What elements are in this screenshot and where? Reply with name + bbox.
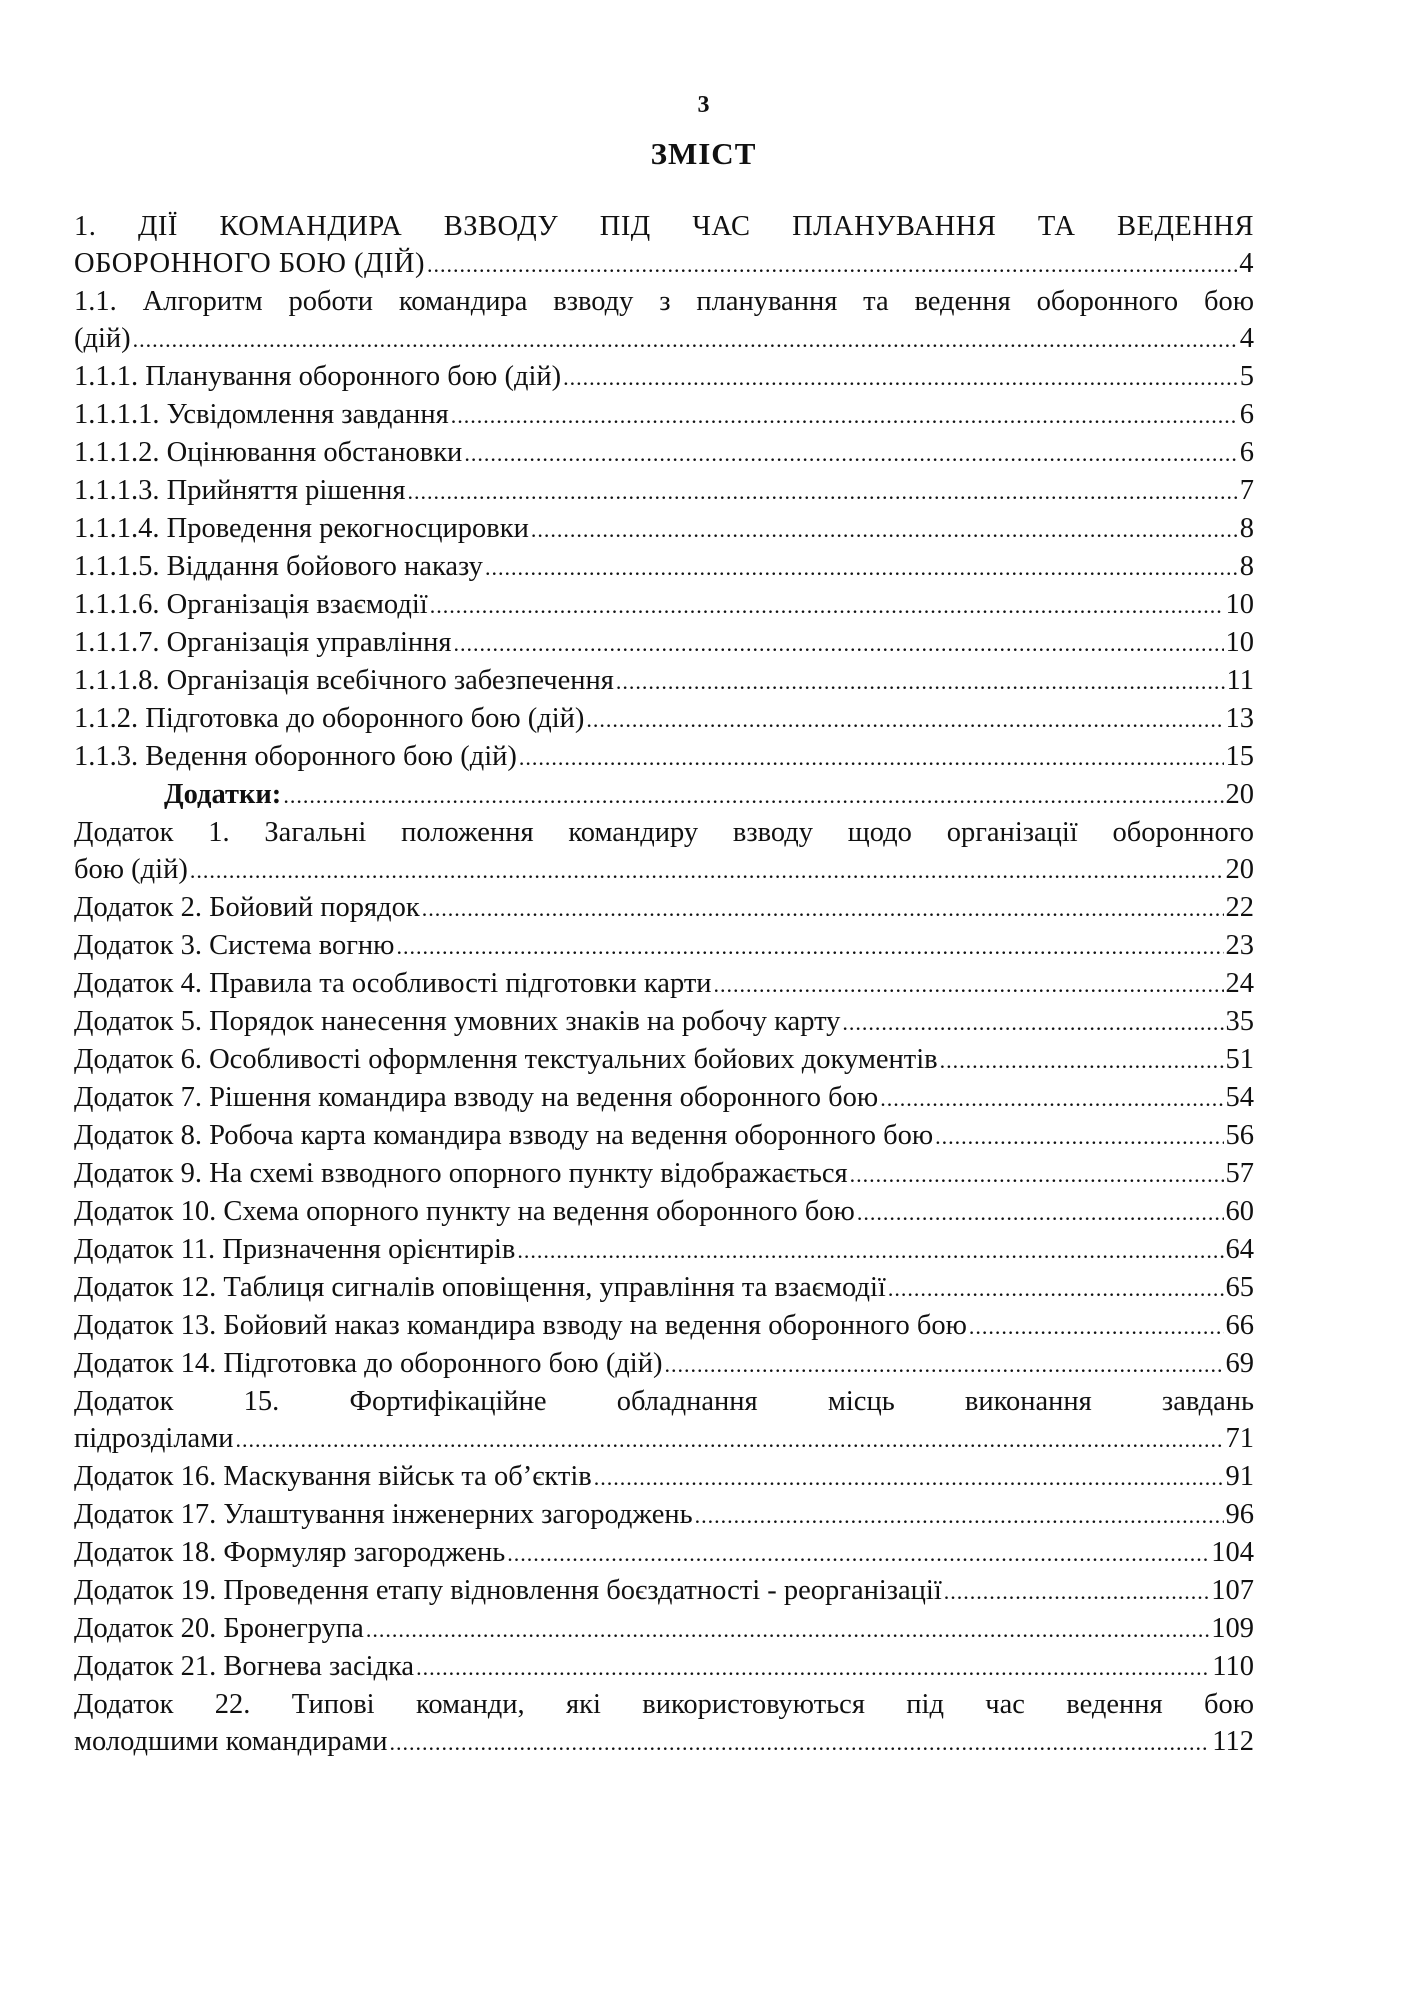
toc-entry[interactable] [74,1079,1254,1117]
toc-entry-page: 20 [1225,854,1254,885]
toc-entry-title: Додаток 2. Бойовий порядок [74,892,420,923]
toc-entry-page: 23 [1225,930,1254,961]
toc-entry-title: Додаток 12. Таблиця сигналів оповіщення, управління та взаємодії [74,1272,886,1303]
toc-entry-title-line: Додаток 22. Типові команди, які використовуються під час ведення бою [74,1689,1254,1720]
toc-entry-page: 20 [1225,779,1254,810]
toc-entry-title: Додаток 8. Робоча карта командира взводу на ведення оборонного бою [74,1120,934,1151]
dot-leader [594,1459,1224,1496]
toc-entry[interactable] [74,1307,1254,1345]
toc-entry[interactable] [74,965,1254,1003]
toc-entry-title: 1.1.1.3. Прийняття рішення [74,475,406,506]
toc-entry-title-line: Додаток 1. Загальні положення командиру взводу щодо організації оборонного [74,817,1254,848]
toc-entry-page: 8 [1239,513,1254,544]
dot-leader [464,435,1237,472]
toc-entry[interactable] [74,738,1254,776]
toc-entry[interactable] [74,1003,1254,1041]
toc-entry-page: 66 [1225,1310,1254,1341]
dot-leader [888,1270,1224,1307]
toc-entry[interactable] [74,1686,1254,1761]
toc-entry-page: 109 [1211,1613,1254,1644]
page-number: 3 [697,92,710,118]
toc-entry-title: Додаток 19. Проведення етапу відновлення боєздатності - реорганізації [74,1575,942,1606]
toc-entry-title: Додаток 7. Рішення командира взводу на ведення оборонного бою [74,1082,879,1113]
dot-leader [236,1421,1224,1458]
toc-entry-title: 1.1.2. Підготовка до оборонного бою (дій) [74,703,585,734]
toc-entry-page: 5 [1239,361,1254,392]
dot-leader [427,246,1237,283]
toc-entry-title: 1.1.1.1. Усвідомлення завдання [74,399,449,430]
toc-entry-title: ОБОРОННОГО БОЮ (ДІЙ) [74,248,425,279]
toc-entry[interactable] [74,1496,1254,1534]
dot-leader [366,1611,1209,1648]
dot-leader [416,1649,1210,1686]
toc-entry-title: підрозділами [74,1423,234,1454]
toc-entry-page: 13 [1225,703,1254,734]
toc-entry-page: 22 [1225,892,1254,923]
toc-entry-title: Додаток 6. Особливості оформлення текстуальних бойових документів [74,1044,938,1075]
toc-entry[interactable] [74,548,1254,586]
dot-leader [969,1308,1224,1345]
toc-entry[interactable] [74,662,1254,700]
toc-entry-title: Додаток 18. Формуляр загороджень [74,1537,506,1568]
dot-leader [586,701,1223,738]
dot-leader [857,1194,1224,1231]
toc-entry[interactable] [74,396,1254,434]
toc-entry-page: 104 [1211,1537,1254,1568]
toc-entry-title: Додаток 3. Система вогню [74,930,395,961]
toc-entry[interactable] [74,927,1254,965]
toc-entry-page: 6 [1239,437,1254,468]
toc-entry-page: 91 [1225,1461,1254,1492]
dot-leader [563,359,1238,396]
dot-leader [283,777,1223,814]
toc-entry-page: 112 [1212,1726,1254,1757]
page-title: ЗМІСТ [650,136,757,171]
toc-entry[interactable] [74,1041,1254,1079]
toc-entry[interactable] [74,283,1254,358]
dot-leader [454,625,1224,662]
toc-entry[interactable] [74,1383,1254,1458]
toc-entry-title: Додаток 21. Вогнева засідка [74,1651,415,1682]
toc-entry-page: 35 [1225,1006,1254,1037]
toc-entry-title: молодшими командирами [74,1726,388,1757]
toc-entry[interactable] [74,1648,1254,1686]
dot-leader [616,663,1225,700]
toc-entry[interactable] [74,1534,1254,1572]
toc-entry-page: 64 [1225,1234,1254,1265]
toc-entry[interactable] [74,586,1254,624]
toc-entry-page: 51 [1225,1044,1254,1075]
dot-leader [430,587,1224,624]
toc-entry-page: 65 [1225,1272,1254,1303]
dot-leader [396,928,1223,965]
toc-entry[interactable] [74,1572,1254,1610]
dot-leader [850,1156,1224,1193]
toc-entry-title: Додаток 14. Підготовка до оборонного бою (дій) [74,1348,663,1379]
dot-leader [664,1346,1223,1383]
toc-entry-page: 4 [1239,248,1254,279]
toc-entry-page: 6 [1239,399,1254,430]
toc-entry-title: 1.1.1.5. Віддання бойового наказу [74,551,483,582]
toc-entry-title: Додаток 4. Правила та особливості підготовки карти [74,968,712,999]
dot-leader [407,473,1237,510]
toc-entry-title: (дій) [74,323,131,354]
dot-leader [517,1232,1223,1269]
toc-entry-title: 1.1.1.8. Організація всебічного забезпечення [74,665,614,696]
toc-entry[interactable] [74,358,1254,396]
toc-entry[interactable] [74,208,1254,283]
toc-entry-title: Додаток 9. На схемі взводного опорного пункту відображається [74,1158,848,1189]
toc-entry-title-line: 1.1. Алгоритм роботи командира взводу з планування та ведення оборонного бою [74,286,1254,317]
dot-leader [880,1080,1223,1117]
toc-entry[interactable] [74,1345,1254,1383]
dot-leader [531,511,1238,548]
dot-leader [944,1573,1209,1610]
toc-entry-page: 4 [1239,323,1254,354]
toc-entry-title: 1.1.1.4. Проведення рекогносцировки [74,513,529,544]
toc-entry-title-line: Додаток 15. Фортифікаційне обладнання місць виконання завдань [74,1386,1254,1417]
toc-entry-page: 10 [1225,589,1254,620]
toc-entry[interactable] [74,1231,1254,1269]
toc-entry[interactable] [74,1193,1254,1231]
toc-entry-title: бою (дій) [74,854,188,885]
toc-entry-page: 11 [1226,665,1254,696]
dot-leader [935,1118,1223,1155]
toc-entry-page: 7 [1239,475,1254,506]
toc-entry-page: 69 [1225,1348,1254,1379]
toc-entry[interactable] [74,510,1254,548]
toc-entry[interactable] [74,1269,1254,1307]
table-of-contents [74,208,1254,1761]
toc-entry-page: 8 [1239,551,1254,582]
toc-entry-title: Додаток 16. Маскування військ та об’єктів [74,1461,592,1492]
toc-entry-page: 56 [1225,1120,1254,1151]
toc-entry[interactable] [74,776,1254,814]
toc-entry-page: 10 [1225,627,1254,658]
dot-leader [190,852,1224,889]
toc-entry-title: 1.1.3. Ведення оборонного бою (дій) [74,741,517,772]
toc-entry[interactable] [74,1117,1254,1155]
dot-leader [519,739,1224,776]
toc-entry-page: 60 [1225,1196,1254,1227]
toc-entry-page: 96 [1225,1499,1254,1530]
toc-entry-title: 1.1.1.7. Організація управління [74,627,452,658]
toc-entry-page: 15 [1225,741,1254,772]
toc-entry-page: 54 [1225,1082,1254,1113]
toc-entry[interactable] [74,624,1254,662]
toc-entry[interactable] [74,1610,1254,1648]
dot-leader [485,549,1238,586]
dot-leader [940,1042,1224,1079]
toc-entry[interactable] [74,1458,1254,1496]
toc-entry-page: 71 [1225,1423,1254,1454]
dot-leader [422,890,1224,927]
dot-leader [451,397,1238,434]
toc-entry-title: 1.1.1.2. Оцінювання обстановки [74,437,463,468]
dot-leader [714,966,1224,1003]
toc-entry[interactable] [74,889,1254,927]
toc-entry-page: 107 [1211,1575,1254,1606]
toc-entry[interactable] [74,472,1254,510]
toc-entry-title: Додаток 13. Бойовий наказ командира взводу на ведення оборонного бою [74,1310,967,1341]
dot-leader [507,1535,1209,1572]
toc-entry[interactable] [74,1155,1254,1193]
toc-entry-page: 24 [1225,968,1254,999]
toc-entry-title: Додаток 20. Бронегрупа [74,1613,364,1644]
toc-entry[interactable] [74,700,1254,738]
dot-leader [842,1004,1223,1041]
toc-entry-title: Додаток 10. Схема опорного пункту на ведення оборонного бою [74,1196,855,1227]
toc-entry-page: 57 [1225,1158,1254,1189]
toc-entry-title-line: 1. ДІЇ КОМАНДИРА ВЗВОДУ ПІД ЧАС ПЛАНУВАННЯ ТА ВЕДЕННЯ [74,211,1254,242]
dot-leader [389,1724,1210,1761]
toc-entry-title: 1.1.1.6. Організація взаємодії [74,589,428,620]
toc-entry-title: Додаток 17. Улаштування інженерних загороджень [74,1499,693,1530]
dot-leader [695,1497,1224,1534]
toc-entry[interactable] [74,434,1254,472]
toc-entry-title: 1.1.1. Планування оборонного бою (дій) [74,361,562,392]
toc-entry-page: 110 [1212,1651,1254,1682]
toc-entry-title: Додаток 5. Порядок нанесення умовних знаків на робочу карту [74,1006,841,1037]
toc-entry-title: Додатки: [164,779,282,810]
toc-entry[interactable] [74,814,1254,889]
toc-entry-title: Додаток 11. Призначення орієнтирів [74,1234,516,1265]
dot-leader [133,321,1238,358]
